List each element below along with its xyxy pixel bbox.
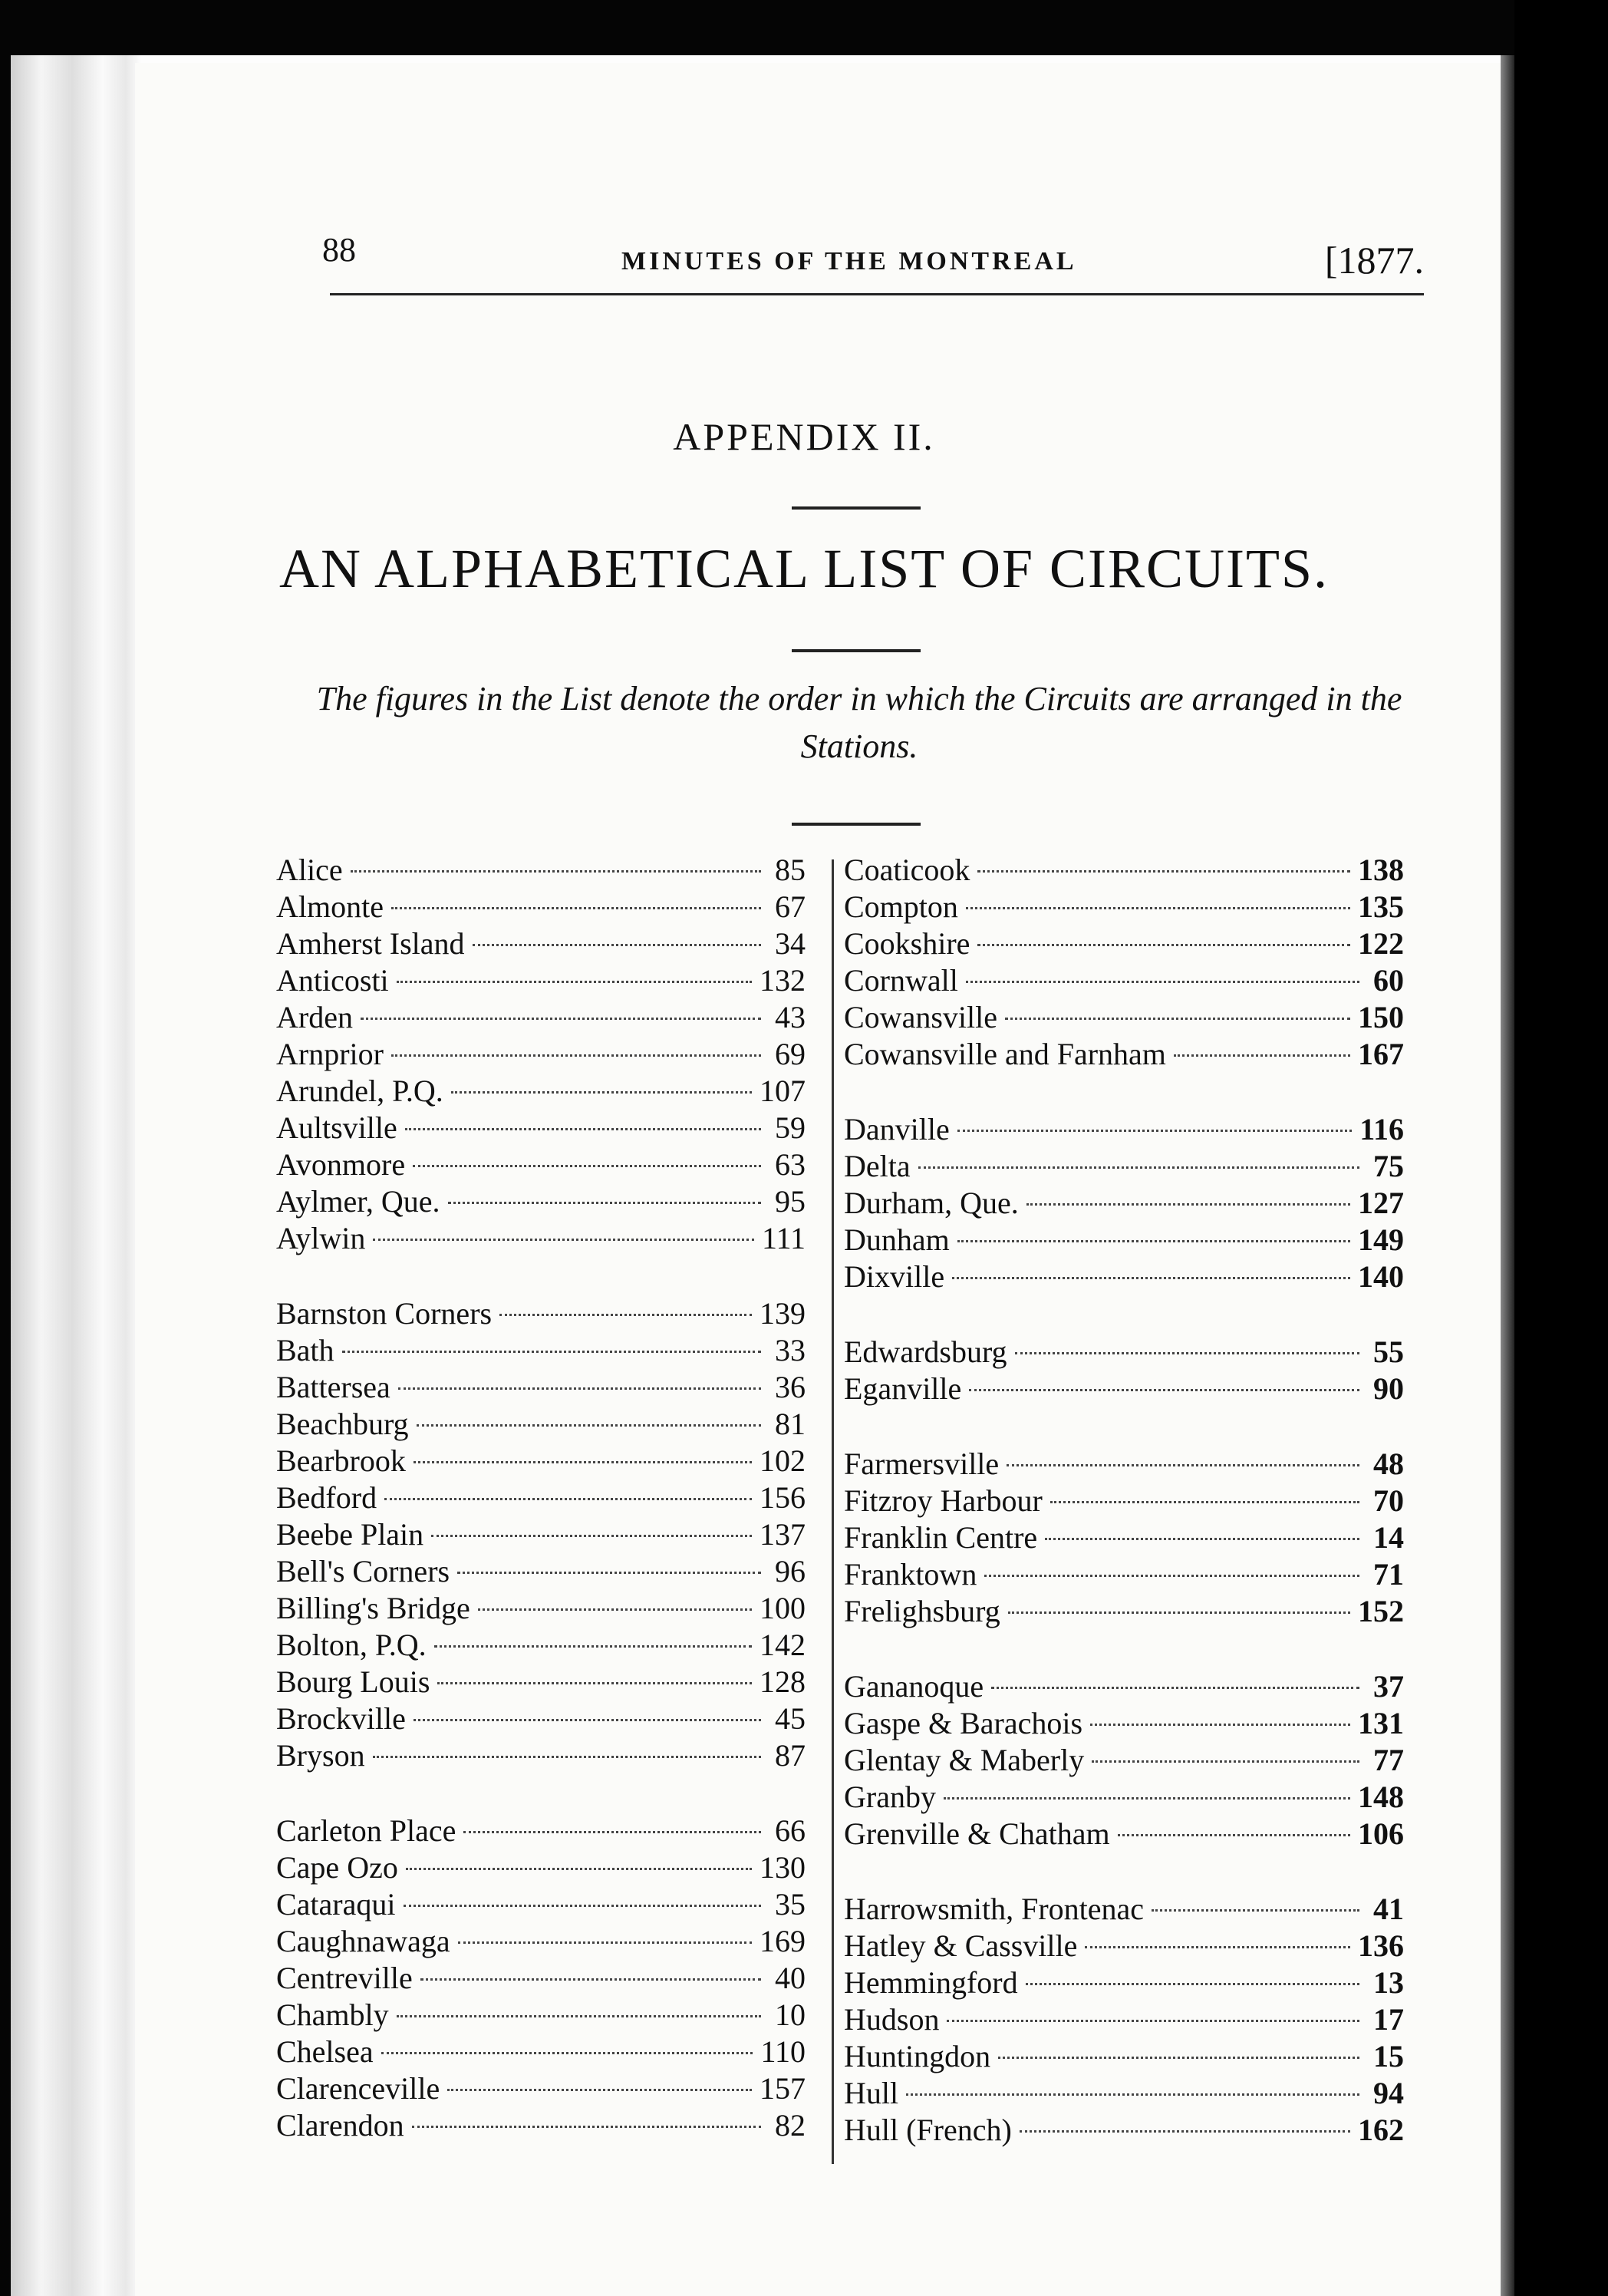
circuit-entry <box>276 1553 806 1590</box>
circuit-entry <box>844 1036 1404 1073</box>
circuit-entry <box>276 1480 806 1516</box>
circuit-name: Hull (French) <box>844 2113 1012 2147</box>
dot-leader <box>1005 1018 1350 1020</box>
circuit-name: Huntingdon <box>844 2039 991 2073</box>
circuit-name: Bearbrook <box>276 1443 406 1478</box>
circuit-entry <box>276 1701 806 1737</box>
circuit-name: Hudson <box>844 2002 940 2037</box>
circuit-name: Farmersville <box>844 1447 1000 1481</box>
circuit-name: Gaspe & Barachois <box>844 1706 1083 1740</box>
circuit-entry <box>844 1705 1404 1742</box>
appendix-heading: APPENDIX II. <box>673 415 935 458</box>
circuit-name: Cataraqui <box>276 1887 396 1922</box>
dot-leader <box>457 1572 761 1574</box>
circuit-number: 63 <box>775 1147 806 1182</box>
dot-leader <box>404 1905 762 1907</box>
circuit-number: 106 <box>1358 1816 1404 1851</box>
circuit-number: 36 <box>775 1370 806 1404</box>
dot-leader <box>384 1498 752 1500</box>
circuit-number: 140 <box>1358 1259 1404 1294</box>
dot-leader <box>473 944 761 946</box>
circuit-name: Gananoque <box>844 1669 984 1704</box>
circuit-number: 122 <box>1358 926 1404 961</box>
dot-leader <box>414 1461 752 1463</box>
circuit-number: 156 <box>760 1480 806 1515</box>
circuit-number: 70 <box>1373 1483 1404 1518</box>
dot-leader <box>1026 1983 1359 1985</box>
circuit-entry <box>844 1334 1404 1371</box>
dot-leader <box>906 2093 1359 2096</box>
circuit-entry <box>276 1590 806 1627</box>
circuit-name: Franktown <box>844 1557 977 1592</box>
circuit-entry <box>844 1371 1404 1407</box>
circuit-number: 149 <box>1358 1222 1404 1257</box>
circuit-number: 10 <box>775 1997 806 2032</box>
entry-group <box>844 1334 1404 1407</box>
circuit-entry <box>844 1259 1404 1295</box>
circuit-entry <box>276 1183 806 1220</box>
circuit-entry <box>844 1816 1404 1852</box>
dot-leader <box>957 1130 1352 1132</box>
dot-leader <box>398 1387 761 1390</box>
circuit-entry <box>276 1406 806 1443</box>
dot-leader <box>397 2015 761 2017</box>
dot-leader <box>391 907 761 909</box>
dot-leader <box>977 870 1350 873</box>
circuit-number: 148 <box>1358 1780 1404 1814</box>
circuit-number: 40 <box>775 1961 806 1995</box>
dot-leader <box>1118 1834 1350 1836</box>
circuit-entry <box>844 889 1404 925</box>
circuit-number: 96 <box>775 1554 806 1588</box>
circuit-number: 135 <box>1358 889 1404 924</box>
circuit-entry <box>276 999 806 1036</box>
circuit-entry <box>276 1813 806 1849</box>
dot-leader <box>952 1277 1350 1279</box>
circuit-name: Delta <box>844 1149 911 1183</box>
circuit-entry <box>844 2075 1404 2112</box>
dot-leader <box>1020 2130 1350 2133</box>
circuit-number: 142 <box>760 1628 806 1662</box>
dot-leader <box>417 1424 761 1427</box>
dot-leader <box>1008 1611 1350 1614</box>
circuit-name: Bell's Corners <box>276 1554 450 1588</box>
dot-leader <box>918 1166 1359 1169</box>
circuit-number: 66 <box>775 1813 806 1848</box>
dot-leader <box>478 1608 752 1611</box>
circuit-name: Edwardsburg <box>844 1334 1007 1369</box>
circuit-name: Almonte <box>276 889 384 924</box>
dot-leader <box>448 1202 761 1204</box>
circuit-name: Bath <box>276 1333 334 1367</box>
circuit-number: 130 <box>760 1850 806 1885</box>
circuit-entry <box>276 1220 806 1257</box>
circuit-entry <box>844 1891 1404 1928</box>
circuit-number: 37 <box>1373 1669 1404 1704</box>
circuit-entry <box>276 2034 806 2070</box>
circuit-entry <box>844 1446 1404 1483</box>
circuit-entry <box>276 1664 806 1701</box>
dot-leader <box>966 981 1359 983</box>
dot-leader <box>998 2057 1359 2059</box>
circuit-entry <box>844 1148 1404 1185</box>
circuit-entry <box>276 1146 806 1183</box>
entry-group <box>276 1295 806 1774</box>
circuit-name: Cornwall <box>844 963 958 998</box>
circuit-name: Battersea <box>276 1370 390 1404</box>
entry-group <box>844 852 1404 1073</box>
dot-leader <box>957 1240 1350 1242</box>
circuit-entry <box>844 2001 1404 2038</box>
dot-leader <box>1015 1352 1359 1354</box>
circuit-number: 150 <box>1358 1000 1404 1034</box>
dot-leader <box>1092 1760 1359 1763</box>
dot-leader <box>1026 1203 1350 1206</box>
circuit-entry <box>276 1923 806 1960</box>
dot-leader <box>458 1941 752 1944</box>
circuit-entry <box>844 1222 1404 1259</box>
dot-leader <box>413 1165 761 1167</box>
dot-leader <box>342 1351 761 1353</box>
circuit-name: Durham, Que. <box>844 1186 1019 1220</box>
circuit-name: Alice <box>276 853 343 887</box>
running-head <box>322 230 1424 299</box>
circuit-name: Dunham <box>844 1222 950 1257</box>
dot-leader <box>431 1535 752 1537</box>
circuit-entry <box>276 1997 806 2034</box>
dot-leader <box>397 981 752 983</box>
entry-group <box>276 1813 806 2144</box>
dot-leader <box>1045 1538 1359 1540</box>
circuit-entry <box>276 1369 806 1406</box>
entry-group <box>844 1111 1404 1295</box>
circuit-number: 131 <box>1358 1706 1404 1740</box>
dot-leader <box>414 1719 761 1721</box>
circuit-name: Cape Ozo <box>276 1850 398 1885</box>
circuit-entry <box>276 1737 806 1774</box>
dot-leader <box>1050 1501 1359 1503</box>
dot-leader <box>1152 1909 1359 1912</box>
circuit-name: Arundel, P.Q. <box>276 1074 443 1108</box>
dot-leader <box>1085 1946 1350 1948</box>
circuit-name: Clarendon <box>276 2108 404 2143</box>
spine-shadow <box>1501 55 1514 2296</box>
circuit-entry <box>844 1928 1404 1964</box>
dot-leader <box>966 907 1350 909</box>
running-year: [1877. <box>1324 239 1424 282</box>
dot-leader <box>947 2020 1359 2022</box>
circuit-number: 169 <box>760 1924 806 1958</box>
circuit-name: Clarenceville <box>276 2071 440 2106</box>
entry-group <box>276 852 806 1257</box>
subtitle: The figures in the List denote the order in which the Circuits are arranged in the Stations. <box>316 680 1402 765</box>
dot-leader <box>447 2089 752 2091</box>
circuit-name: Chelsea <box>276 2034 374 2069</box>
circuit-entry <box>844 1779 1404 1816</box>
circuit-number: 55 <box>1373 1334 1404 1369</box>
circuit-number: 43 <box>775 1000 806 1034</box>
circuit-entry <box>276 1110 806 1146</box>
circuit-name: Hemmingford <box>844 1965 1018 2000</box>
entry-group <box>844 1668 1404 1852</box>
circuit-entry <box>276 925 806 962</box>
circuit-name: Aylwin <box>276 1221 366 1255</box>
circuit-name: Glentay & Maberly <box>844 1743 1085 1777</box>
circuit-number: 67 <box>775 889 806 924</box>
circuit-entry <box>844 1519 1404 1556</box>
circuit-entry <box>844 1964 1404 2001</box>
circuit-entry <box>276 1295 806 1332</box>
circuit-number: 162 <box>1358 2113 1404 2147</box>
circuit-name: Dixville <box>844 1259 945 1294</box>
circuit-number: 94 <box>1373 2076 1404 2110</box>
circuit-number: 77 <box>1373 1743 1404 1777</box>
circuit-number: 59 <box>775 1110 806 1145</box>
circuit-name: Bourg Louis <box>276 1664 430 1699</box>
circuit-name: Caughnawaga <box>276 1924 450 1958</box>
circuit-number: 87 <box>775 1738 806 1773</box>
circuit-name: Arnprior <box>276 1037 384 1071</box>
circuit-number: 157 <box>760 2071 806 2106</box>
circuit-number: 48 <box>1373 1447 1404 1481</box>
circuit-entry <box>276 1886 806 1923</box>
circuit-name: Barnston Corners <box>276 1296 493 1331</box>
column-divider <box>832 859 834 2164</box>
circuit-number: 41 <box>1373 1892 1404 1926</box>
circuit-number: 102 <box>760 1443 806 1478</box>
circuit-name: Centreville <box>276 1961 413 1995</box>
circuit-entry <box>276 1073 806 1110</box>
header-rule <box>330 293 1424 295</box>
circuit-number: 17 <box>1373 2002 1404 2037</box>
circuit-number: 90 <box>1373 1371 1404 1406</box>
circuit-number: 45 <box>775 1701 806 1736</box>
right-column <box>844 852 1404 2187</box>
circuit-entry <box>276 1849 806 1886</box>
dot-leader <box>361 1018 761 1020</box>
dot-leader <box>1174 1054 1350 1057</box>
circuit-entry <box>276 1516 806 1553</box>
circuit-name: Brockville <box>276 1701 406 1736</box>
dot-leader <box>420 1978 761 1981</box>
circuit-number: 137 <box>760 1517 806 1552</box>
dot-leader <box>451 1091 752 1094</box>
circuit-name: Hull <box>844 2076 899 2110</box>
dot-leader <box>412 2126 761 2128</box>
divider-rule <box>792 506 921 510</box>
dot-leader <box>437 1682 752 1684</box>
circuit-name: Carleton Place <box>276 1813 456 1848</box>
circuit-number: 139 <box>760 1296 806 1331</box>
entry-group <box>844 1446 1404 1630</box>
circuit-entry <box>844 1742 1404 1779</box>
circuit-entry <box>844 925 1404 962</box>
dot-leader <box>969 1389 1359 1391</box>
dot-leader <box>977 944 1350 946</box>
circuit-name: Harrowsmith, Frontenac <box>844 1892 1145 1926</box>
circuit-number: 35 <box>775 1887 806 1922</box>
circuit-name: Beebe Plain <box>276 1517 424 1552</box>
background-strip <box>1514 0 1608 2296</box>
circuit-name: Aylmer, Que. <box>276 1184 440 1219</box>
circuit-name: Danville <box>844 1112 950 1146</box>
circuit-name: Bolton, P.Q. <box>276 1628 427 1662</box>
circuit-number: 60 <box>1373 963 1404 998</box>
circuit-number: 128 <box>760 1664 806 1699</box>
dot-leader <box>1090 1724 1350 1726</box>
circuit-number: 69 <box>775 1037 806 1071</box>
dot-leader <box>434 1645 752 1648</box>
circuit-number: 132 <box>760 963 806 998</box>
circuit-name: Amherst Island <box>276 926 465 961</box>
dot-leader <box>391 1054 761 1057</box>
circuit-entry <box>844 1593 1404 1630</box>
circuit-number: 75 <box>1373 1149 1404 1183</box>
dot-leader <box>499 1314 752 1316</box>
circuit-entry <box>844 1556 1404 1593</box>
page-number: 88 <box>322 231 356 269</box>
circuit-number: 136 <box>1358 1928 1404 1963</box>
circuit-number: 33 <box>775 1333 806 1367</box>
circuit-name: Aultsville <box>276 1110 397 1145</box>
circuit-number: 95 <box>775 1184 806 1219</box>
dot-leader <box>381 2052 753 2054</box>
circuit-name: Cowansville <box>844 1000 997 1034</box>
circuit-number: 85 <box>775 853 806 887</box>
dot-leader <box>373 1756 761 1758</box>
circuit-entry <box>844 2112 1404 2149</box>
circuit-number: 15 <box>1373 2039 1404 2073</box>
circuit-name: Cowansville and Farnham <box>844 1037 1166 1071</box>
circuit-name: Granby <box>844 1780 936 1814</box>
circuit-name: Eganville <box>844 1371 962 1406</box>
circuit-number: 110 <box>760 2034 806 2069</box>
dot-leader <box>351 870 761 873</box>
circuit-entry <box>276 962 806 999</box>
circuit-entry <box>844 1668 1404 1705</box>
circuit-entry <box>844 999 1404 1036</box>
circuit-number: 82 <box>775 2108 806 2143</box>
circuit-entry <box>276 1443 806 1480</box>
circuit-entry <box>276 889 806 925</box>
dot-leader <box>944 1797 1350 1800</box>
dot-leader <box>984 1575 1359 1577</box>
dot-leader <box>406 1868 752 1870</box>
circuit-entry <box>276 1036 806 1073</box>
circuit-name: Frelighsburg <box>844 1594 1000 1628</box>
circuit-name: Coaticook <box>844 853 970 887</box>
circuit-entry <box>844 1483 1404 1519</box>
circuit-name: Beachburg <box>276 1407 409 1441</box>
circuit-name: Bryson <box>276 1738 365 1773</box>
circuit-number: 14 <box>1373 1520 1404 1555</box>
running-title: MINUTES OF THE MONTREAL <box>621 247 1077 275</box>
entry-group <box>844 1891 1404 2149</box>
circuit-name: Avonmore <box>276 1147 406 1182</box>
main-title: AN ALPHABETICAL LIST OF CIRCUITS. <box>278 538 1330 599</box>
circuit-number: 152 <box>1358 1594 1404 1628</box>
circuit-entry <box>844 2038 1404 2075</box>
dot-leader <box>1007 1464 1359 1466</box>
circuit-number: 34 <box>775 926 806 961</box>
circuit-entry <box>276 1627 806 1664</box>
dot-leader <box>373 1239 754 1241</box>
circuit-name: Fitzroy Harbour <box>844 1483 1043 1518</box>
circuit-entry <box>276 852 806 889</box>
circuit-number: 81 <box>775 1407 806 1441</box>
dot-leader <box>463 1831 761 1833</box>
circuit-name: Cookshire <box>844 926 970 961</box>
circuit-entry <box>276 2107 806 2144</box>
circuit-entry <box>844 962 1404 999</box>
circuit-number: 116 <box>1359 1112 1404 1146</box>
circuit-entry <box>276 1332 806 1369</box>
circuit-name: Compton <box>844 889 958 924</box>
circuit-name: Anticosti <box>276 963 389 998</box>
circuit-number: 13 <box>1373 1965 1404 2000</box>
circuit-name: Billing's Bridge <box>276 1591 470 1625</box>
circuit-entry <box>844 1185 1404 1222</box>
circuit-name: Arden <box>276 1000 353 1034</box>
circuit-name: Franklin Centre <box>844 1520 1038 1555</box>
divider-rule <box>792 649 921 652</box>
circuit-number: 167 <box>1358 1037 1404 1071</box>
circuit-number: 71 <box>1373 1557 1404 1592</box>
circuit-entry <box>276 2070 806 2107</box>
circuit-number: 111 <box>761 1221 806 1255</box>
circuit-number: 107 <box>760 1074 806 1108</box>
dot-leader <box>405 1128 761 1130</box>
circuit-name: Hatley & Cassville <box>844 1928 1078 1963</box>
circuit-name: Bedford <box>276 1480 377 1515</box>
divider-rule <box>792 823 921 826</box>
circuit-number: 138 <box>1358 853 1404 887</box>
circuit-name: Chambly <box>276 1997 389 2032</box>
circuit-entry <box>276 1960 806 1997</box>
circuit-number: 127 <box>1358 1186 1404 1220</box>
circuit-entry <box>844 852 1404 889</box>
circuit-name: Grenville & Chatham <box>844 1816 1110 1851</box>
left-column <box>276 852 806 2182</box>
dot-leader <box>991 1687 1359 1689</box>
circuit-number: 100 <box>760 1591 806 1625</box>
circuit-entry <box>844 1111 1404 1148</box>
